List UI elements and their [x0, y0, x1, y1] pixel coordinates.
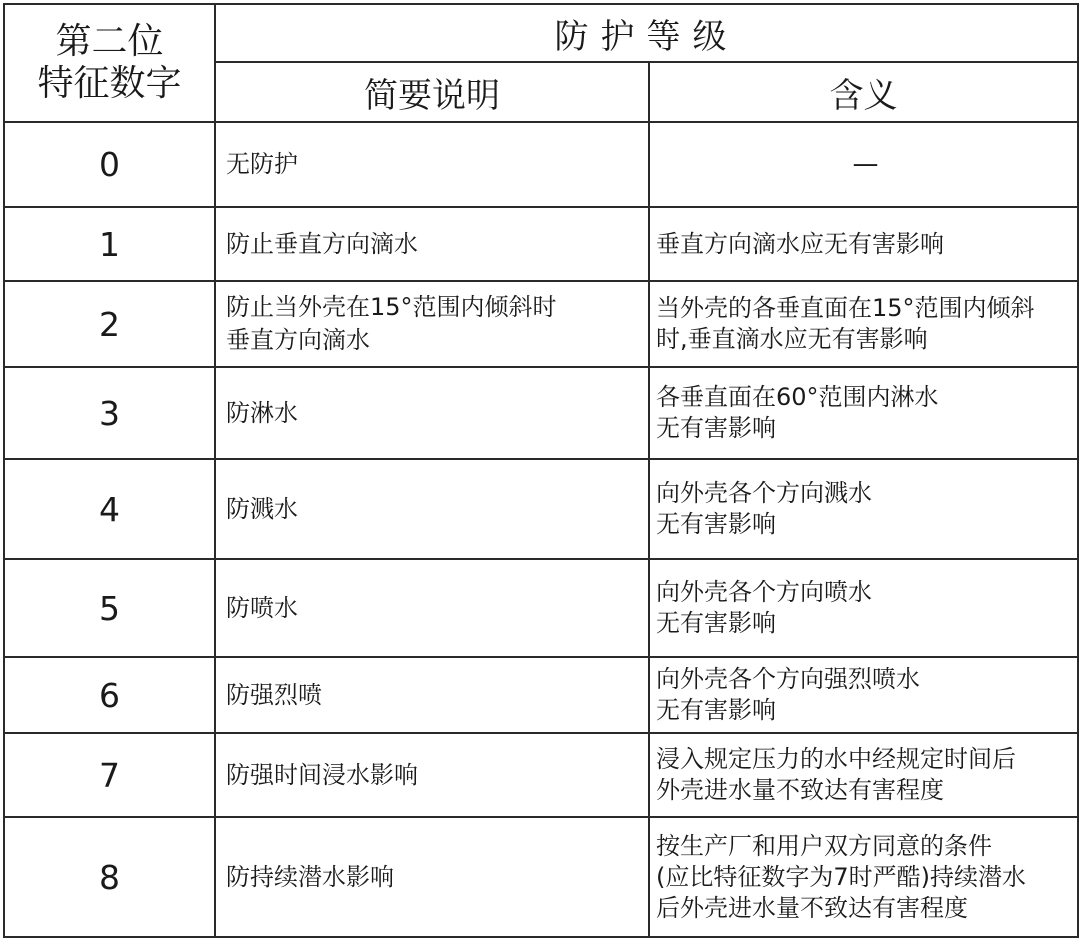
description-line: 防喷水 [226, 593, 298, 622]
table-row [4, 657, 1078, 733]
digit-cell: 0 [4, 122, 215, 207]
description-line: 防溅水 [226, 494, 298, 523]
meaning-line: (应比特征数字为7时严酷)持续潜水 [656, 862, 1026, 891]
description-cell [215, 733, 649, 817]
meaning-cell [649, 207, 1078, 281]
description-line: 防强时间浸水影响 [226, 760, 418, 789]
digit-cell: 4 [4, 459, 215, 559]
header-digit-line2: 特征数字 [37, 63, 182, 104]
digit-cell: 1 [4, 207, 215, 281]
table-row [4, 207, 1078, 281]
meaning-line: 时,垂直滴水应无有害影响 [656, 325, 928, 353]
header-group-title: 防护等级 [215, 4, 1078, 62]
description-line: 无防护 [226, 150, 298, 178]
digit-cell: 3 [4, 367, 215, 459]
description-line: 防止垂直方向滴水 [226, 229, 418, 258]
digit-cell: 7 [4, 733, 215, 817]
table-row [4, 817, 1078, 937]
description-line: 防止当外壳在15°范围内倾斜时 [226, 293, 557, 321]
description-cell [215, 281, 649, 367]
meaning-line: 外壳进水量不致达有害程度 [656, 776, 944, 804]
meaning-cell [649, 657, 1078, 733]
description-cell [215, 207, 649, 281]
digit-cell: 6 [4, 657, 215, 733]
meaning-cell [649, 817, 1078, 937]
table-row [4, 459, 1078, 559]
meaning-line: 无有害影响 [656, 609, 776, 637]
meaning-cell [649, 559, 1078, 657]
description-line: 防淋水 [226, 398, 298, 427]
meaning-line: 当外壳的各垂直面在15°范围内倾斜 [656, 294, 1035, 322]
meaning-cell [649, 367, 1078, 459]
meaning-line: 按生产厂和用户双方同意的条件 [656, 831, 992, 860]
table-row [4, 733, 1078, 817]
meaning-line: 向外壳各个方向溅水 [656, 479, 872, 507]
description-cell [215, 367, 649, 459]
protection-grade-table [3, 3, 1079, 938]
digit-cell: 2 [4, 281, 215, 367]
table-row [4, 367, 1078, 459]
meaning-cell [649, 281, 1078, 367]
meaning-line: 无有害影响 [656, 414, 776, 442]
table-row [4, 122, 1078, 207]
header-meaning: 含义 [649, 62, 1078, 122]
meaning-line: 浸入规定压力的水中经规定时间后 [656, 745, 1016, 773]
digit-cell: 5 [4, 559, 215, 657]
description-cell [215, 122, 649, 207]
meaning-line: 向外壳各个方向喷水 [656, 578, 872, 606]
description-line: 防强烈喷 [226, 680, 322, 709]
description-cell [215, 559, 649, 657]
description-cell [215, 657, 649, 733]
meaning-line: 后外壳进水量不致达有害程度 [656, 893, 968, 922]
header-brief-description: 简要说明 [215, 62, 649, 122]
meaning-cell [649, 122, 1078, 207]
description-line: 防持续潜水影响 [226, 862, 394, 891]
description-line: 垂直方向滴水 [226, 326, 370, 354]
meaning-cell [649, 459, 1078, 559]
header-digit-cell [4, 4, 215, 122]
header-digit-line1: 第二位 [55, 21, 164, 62]
meaning-line: 无有害影响 [656, 696, 776, 724]
meaning-cell [649, 733, 1078, 817]
header-row-1 [4, 4, 1078, 62]
meaning-line: — [852, 149, 879, 179]
table-row [4, 281, 1078, 367]
description-cell [215, 817, 649, 937]
table-row [4, 559, 1078, 657]
meaning-line: 无有害影响 [656, 510, 776, 538]
meaning-line: 各垂直面在60°范围内淋水 [656, 383, 939, 411]
meaning-line: 垂直方向滴水应无有害影响 [656, 229, 944, 258]
description-cell [215, 459, 649, 559]
meaning-line: 向外壳各个方向强烈喷水 [656, 665, 920, 693]
digit-cell: 8 [4, 817, 215, 937]
